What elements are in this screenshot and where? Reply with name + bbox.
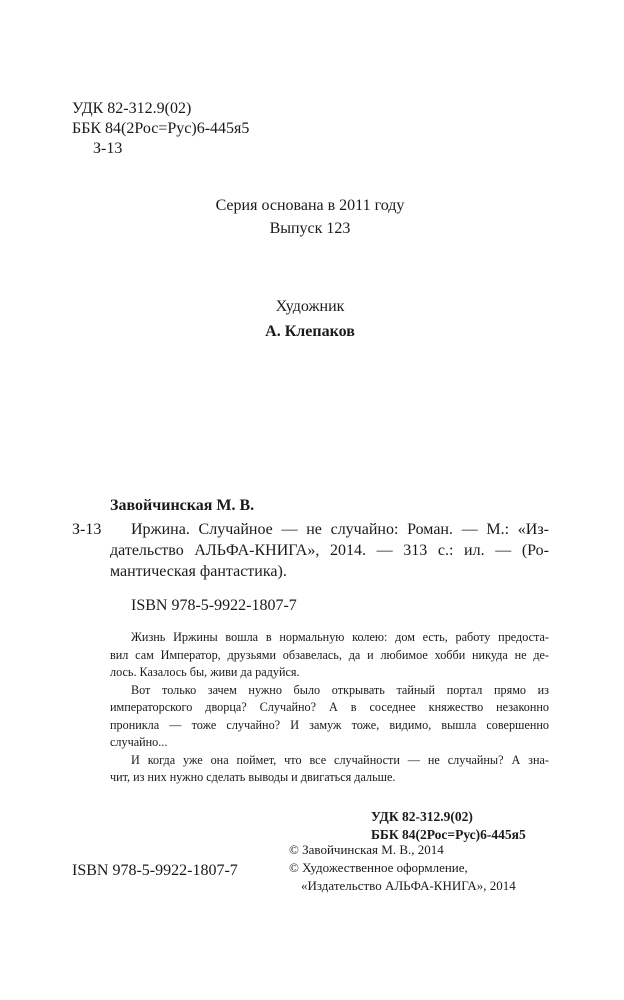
header-udk: УДК 82-312.9(02) (72, 100, 192, 117)
annotation-line: Жизнь Иржины вошла в нормальную колею: дом есть, работу предоста- (131, 630, 549, 644)
footer-udk: УДК 82-312.9(02) (371, 809, 473, 824)
artist-name: А. Клепаков (265, 323, 355, 340)
annotation-line: вил сам Император, друзьями обзавелась, да и любимое хобби никуда не де- (110, 647, 549, 662)
annotation-line: лось. Казалось бы, живи да радуйся. (110, 665, 300, 679)
catalog-description-line: мантическая фантастика). (110, 563, 287, 580)
footer-bbk: ББК 84(2Рос=Рус)6-445я5 (371, 827, 526, 842)
header-author-mark: З-13 (93, 140, 123, 157)
series-founded: Серия основана в 2011 году (215, 197, 405, 214)
annotation-line: Вот только зачем нужно было открывать тайный портал прямо из (131, 682, 549, 697)
copyright-publisher: «Издательство АЛЬФА-КНИГА», 2014 (301, 878, 516, 893)
catalog-author: Завойчинская М. В. (110, 497, 255, 514)
annotation-line: случайно... (110, 735, 168, 749)
annotation-line: И когда уже она поймет, что все случайности — не случайны? А зна- (131, 752, 549, 767)
catalog-isbn: ISBN 978-5-9922-1807-7 (131, 597, 297, 614)
catalog-description-line: Иржина. Случайное — не случайно: Роман. — М.: «Из- (131, 521, 549, 538)
footer-isbn: ISBN 978-5-9922-1807-7 (72, 862, 238, 879)
copyright-design: © Художественное оформление, (289, 860, 468, 875)
header-bbk: ББК 84(2Рос=Рус)6-445я5 (72, 120, 250, 137)
series-issue: Выпуск 123 (269, 220, 351, 237)
annotation-line: чит, из них нужно сделать выводы и двигаться дальше. (110, 770, 396, 784)
artist-label: Художник (275, 298, 345, 315)
copyright-author: © Завойчинская М. В., 2014 (289, 842, 444, 857)
catalog-description-line: дательство АЛЬФА-КНИГА», 2014. — 313 с.: ил. — (Ро- (110, 542, 549, 559)
annotation-line: проникла — тоже случайно? И замуж тоже, видимо, вышла совершенно (110, 717, 549, 732)
annotation-line: императорского дворца? Случайно? А в соседнее княжество незаконно (110, 700, 549, 714)
catalog-mark: З-13 (72, 521, 102, 538)
